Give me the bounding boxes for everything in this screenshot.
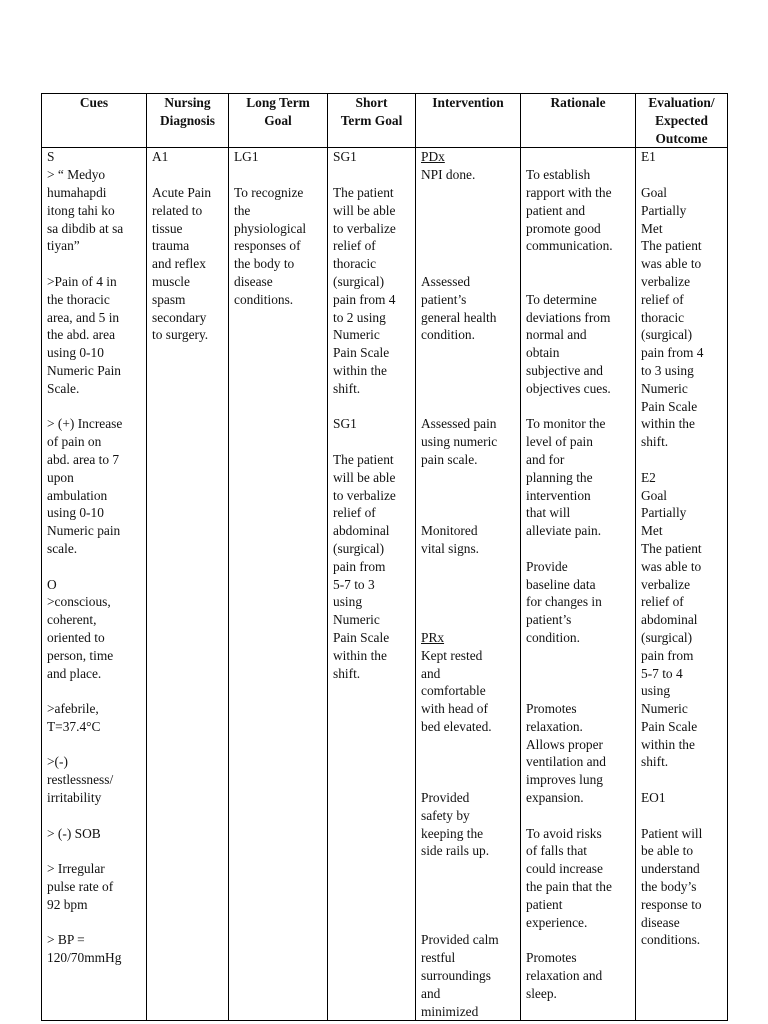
header-cues: Cues bbox=[42, 94, 147, 148]
evaluation-cell: E1 Goal Partially Met The patient was able to verbalize relief of thoracic (surgical) pain from 4 to 3 using Numeric Pain Scale within the shift. E2 Goal Partially Met The patient was able to verbalize relief of abdominal (surgical) pain from 5-7 to 4 using Numeric Pain Scale within the shift. EO1 Patient will be able to understand the body’s response to disease conditions. bbox=[636, 148, 728, 1021]
header-nursing-diagnosis: Nursing Diagnosis bbox=[147, 94, 229, 148]
header-intervention: Intervention bbox=[416, 94, 521, 148]
care-plan-row bbox=[42, 148, 728, 1021]
header-long-term-goal: Long Term Goal bbox=[229, 94, 328, 148]
pdx-label: PDx bbox=[421, 149, 445, 165]
nursing-care-plan-table bbox=[41, 93, 728, 1021]
intervention-prx-text: Kept rested and comfortable with head of bed elevated. Provided safety by keeping the side rails up. Provided calm restful surroundings and minimized bbox=[421, 647, 499, 1019]
long-term-goal-cell: LG1 To recognize the physiological responses of the body to disease conditions. bbox=[229, 148, 328, 1021]
diagnosis-cell: A1 Acute Pain related to tissue trauma and reflex muscle spasm secondary to surgery. bbox=[147, 148, 229, 1021]
header-rationale: Rationale bbox=[521, 94, 636, 148]
header-short-term-goal: Short Term Goal bbox=[328, 94, 416, 148]
intervention-pdx-text: NPI done. Assessed patient’s general health condition. Assessed pain using numeric pain scale. Monitored vital signs. bbox=[421, 167, 498, 556]
short-term-goal-cell: SG1 The patient will be able to verbalize relief of thoracic (surgical) pain from 4 to 2 using Numeric Pain Scale within the shift. SG1 The patient will be able to verbalize relief of abdominal (surgical) pain from 5-7 to 3 using Numeric Pain Scale within the shift. bbox=[328, 148, 416, 1021]
rationale-cell: To establish rapport with the patient and promote good communication. To determine deviations from normal and obtain subjective and objectives cues. To monitor the level of pain and for planning the intervention that will alleviate pain. Provide baseline data for changes in patient’s condition. Promotes relaxation. Allows proper ventilation and improves lung expansion. To avoid risks of falls that could increase the pain that the patient experience. Promotes relaxation and sleep. bbox=[521, 148, 636, 1021]
intervention-cell bbox=[416, 148, 521, 1021]
prx-label: PRx bbox=[421, 629, 445, 645]
cues-cell: S > “ Medyo humahapdi itong tahi ko sa dibdib at sa tiyan” >Pain of 4 in the thoracic area, and 5 in the abd. area using 0-10 Numeric Pain Scale. > (+) Increase of pain on abd. area to 7 upon ambulation using 0-10 Numeric pain scale. O >conscious, coherent, oriented to person, time and place. >afebrile, T=37.4°C >(-) restlessness/ irritability > (-) SOB > Irregular pulse rate of 92 bpm > BP = 120/70mmHg bbox=[42, 148, 147, 1021]
header-evaluation: Evaluation/ Expected Outcome bbox=[636, 94, 728, 148]
header-row bbox=[42, 94, 728, 148]
